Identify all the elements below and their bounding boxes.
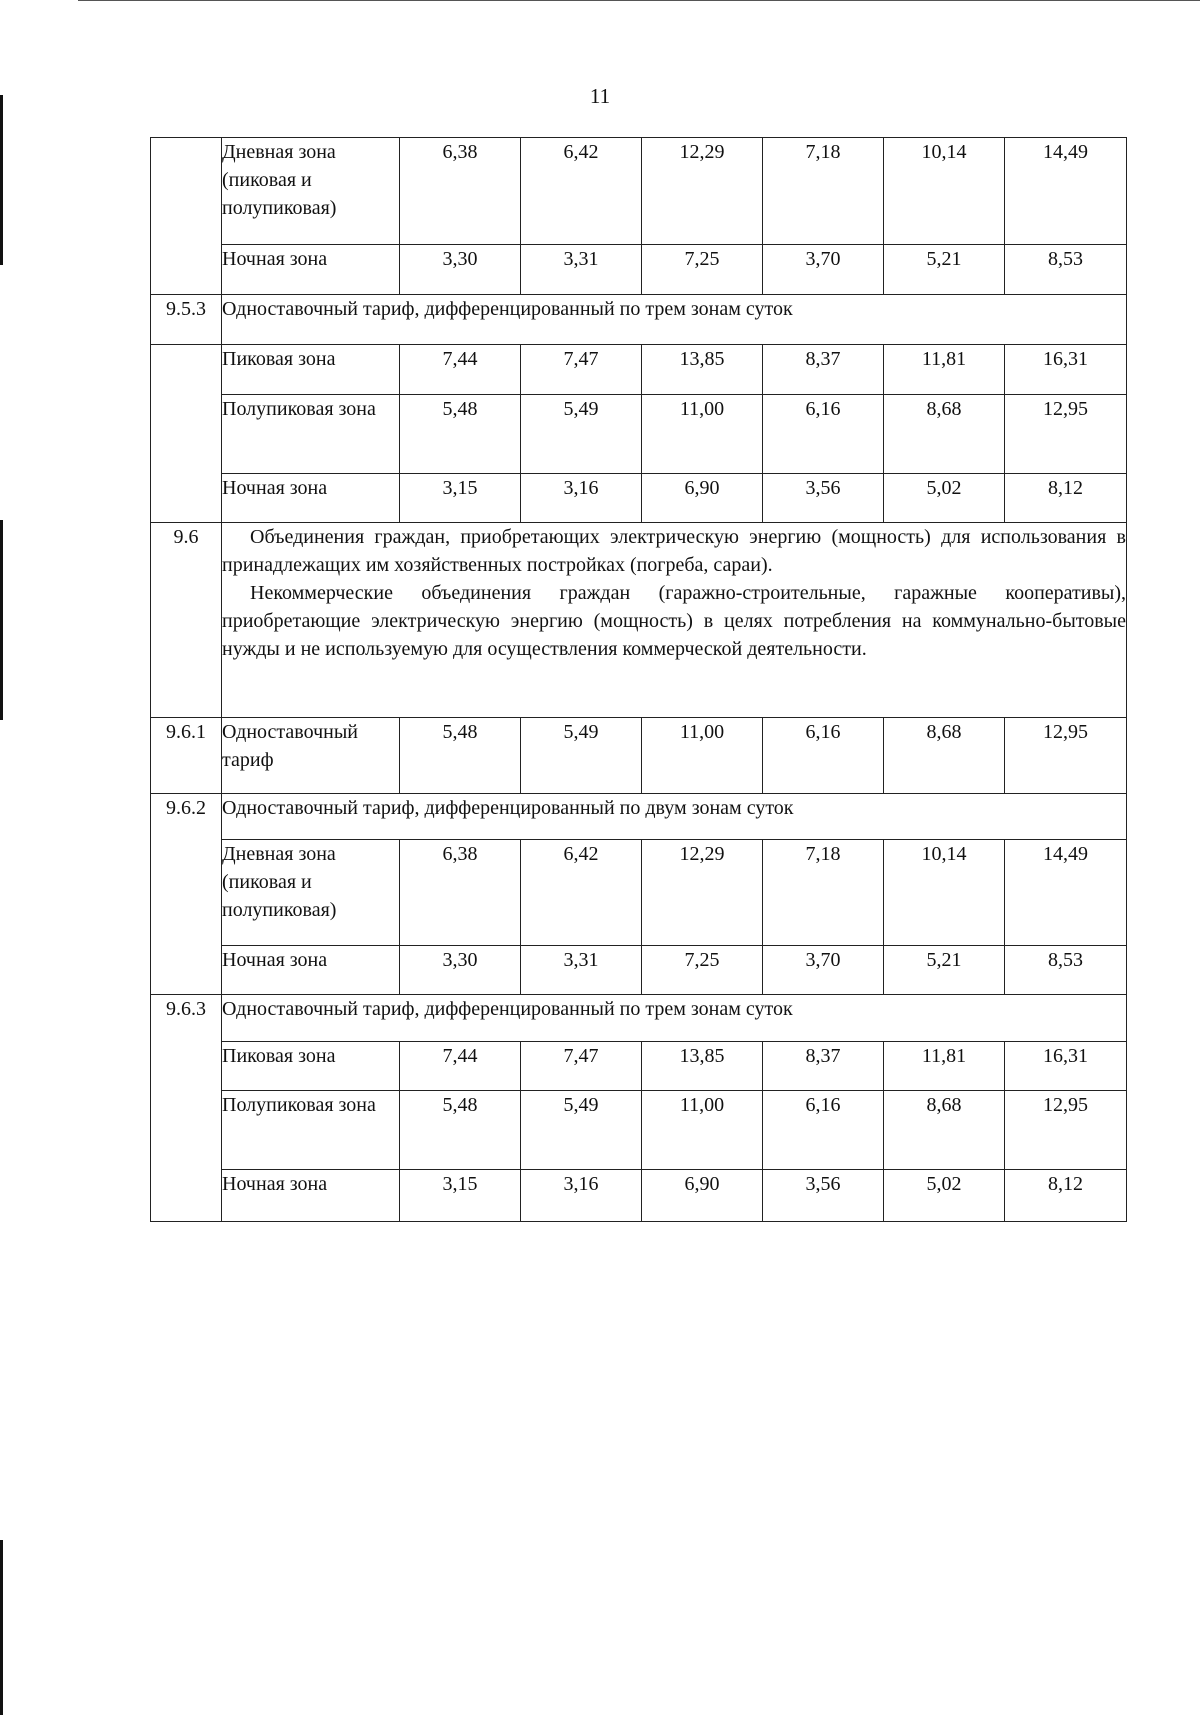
table-row [151, 295, 1127, 345]
tariff-value: 14,49 [1005, 840, 1127, 946]
tariff-value: 16,31 [1005, 1042, 1127, 1091]
tariff-value: 7,47 [521, 345, 642, 395]
tariff-value: 6,42 [521, 840, 642, 946]
table-row [151, 1170, 1127, 1222]
tariff-value: 8,68 [884, 718, 1005, 794]
tariff-value: 7,18 [763, 138, 884, 245]
row-number-cell [151, 138, 222, 295]
tariff-value: 6,16 [763, 1091, 884, 1170]
table-row [151, 995, 1127, 1042]
row-number: 9.6 [151, 523, 222, 718]
zone-label: Пиковая зона [222, 1042, 400, 1091]
tariff-value: 12,95 [1005, 1091, 1127, 1170]
tariff-value: 3,70 [763, 245, 884, 295]
tariff-value: 3,56 [763, 1170, 884, 1222]
table-row [151, 718, 1127, 794]
tariff-value: 3,16 [521, 1170, 642, 1222]
tariff-value: 8,37 [763, 345, 884, 395]
tariff-value: 8,53 [1005, 245, 1127, 295]
table-row [151, 395, 1127, 474]
table-row [151, 523, 1127, 718]
tariff-value: 7,44 [400, 1042, 521, 1091]
table-row [151, 840, 1127, 946]
tariff-value: 11,81 [884, 1042, 1005, 1091]
tariff-value: 13,85 [642, 1042, 763, 1091]
tariff-value: 12,29 [642, 138, 763, 245]
row-number: 9.5.3 [151, 295, 222, 345]
tariff-value: 11,00 [642, 395, 763, 474]
row-number: 9.6.3 [151, 995, 222, 1222]
tariff-value: 8,37 [763, 1042, 884, 1091]
zone-label: Ночная зона [222, 474, 400, 523]
tariff-value: 7,25 [642, 245, 763, 295]
tariff-value: 5,48 [400, 1091, 521, 1170]
tariff-value: 8,12 [1005, 474, 1127, 523]
tariff-value: 3,31 [521, 946, 642, 995]
tariff-value: 14,49 [1005, 138, 1127, 245]
tariff-value: 11,00 [642, 718, 763, 794]
tariff-heading: Одноставочный тариф, дифференцированный по трем зонам суток [222, 995, 1127, 1042]
tariff-value: 12,95 [1005, 395, 1127, 474]
zone-label: Пиковая зона [222, 345, 400, 395]
scan-edge-mark [0, 520, 3, 720]
zone-label: Полупиковая зона [222, 395, 400, 474]
tariff-value: 16,31 [1005, 345, 1127, 395]
tariff-value: 10,14 [884, 138, 1005, 245]
row-number: 9.6.1 [151, 718, 222, 794]
table-row [151, 245, 1127, 295]
tariff-value: 8,68 [884, 1091, 1005, 1170]
zone-label: Ночная зона [222, 946, 400, 995]
scan-edge-mark [0, 1540, 3, 1715]
description-paragraph: Объединения граждан, приобретающих электрическую энергию (мощность) для использования в принадлежащих им хозяйственных постройках (погреба, сараи). [222, 526, 1126, 576]
consumer-category-description [222, 523, 1127, 718]
tariff-value: 3,15 [400, 474, 521, 523]
tariff-value: 6,90 [642, 1170, 763, 1222]
tariff-value: 5,48 [400, 718, 521, 794]
tariff-value: 7,18 [763, 840, 884, 946]
table-row [151, 946, 1127, 995]
tariff-value: 7,25 [642, 946, 763, 995]
tariff-value: 3,31 [521, 245, 642, 295]
tariff-value: 12,29 [642, 840, 763, 946]
tariff-value: 5,49 [521, 718, 642, 794]
tariff-value: 7,44 [400, 345, 521, 395]
page-number: 11 [589, 84, 611, 108]
tariff-value: 8,12 [1005, 1170, 1127, 1222]
table-row [151, 1091, 1127, 1170]
tariff-value: 5,02 [884, 1170, 1005, 1222]
tariff-value: 8,53 [1005, 946, 1127, 995]
row-number: 9.6.2 [151, 794, 222, 995]
tariff-table [150, 137, 1127, 1222]
zone-label: Ночная зона [222, 245, 400, 295]
tariff-value: 5,48 [400, 395, 521, 474]
tariff-value: 13,85 [642, 345, 763, 395]
tariff-value: 12,95 [1005, 718, 1127, 794]
tariff-value: 3,16 [521, 474, 642, 523]
tariff-value: 6,16 [763, 718, 884, 794]
zone-label: Дневная зона (пиковая и полупиковая) [222, 840, 400, 946]
tariff-value: 5,21 [884, 245, 1005, 295]
tariff-value: 5,21 [884, 946, 1005, 995]
tariff-value: 6,38 [400, 138, 521, 245]
description-paragraph: Некоммерческие объединения граждан (гаражно-строительные, гаражные кооперативы), приобретающие электрическую энергию (мощность) в целях потребления на коммунально-бытовые нужды и не используемую для осуществления коммерческой деятельности. [222, 582, 1126, 660]
tariff-value: 7,47 [521, 1042, 642, 1091]
zone-label: Одноставочный тариф [222, 718, 400, 794]
tariff-value: 6,16 [763, 395, 884, 474]
tariff-value: 3,30 [400, 946, 521, 995]
tariff-value: 3,70 [763, 946, 884, 995]
tariff-value: 6,38 [400, 840, 521, 946]
table-row [151, 1042, 1127, 1091]
tariff-value: 5,49 [521, 1091, 642, 1170]
tariff-heading: Одноставочный тариф, дифференцированный по трем зонам суток [222, 295, 1127, 345]
table-row [151, 345, 1127, 395]
tariff-heading: Одноставочный тариф, дифференцированный по двум зонам суток [222, 794, 1127, 840]
tariff-value: 3,15 [400, 1170, 521, 1222]
tariff-value: 10,14 [884, 840, 1005, 946]
table-row [151, 794, 1127, 840]
scan-edge-mark [0, 95, 3, 265]
table-row [151, 138, 1127, 245]
zone-label: Полупиковая зона [222, 1091, 400, 1170]
row-number-cell [151, 345, 222, 523]
tariff-value: 3,56 [763, 474, 884, 523]
tariff-value: 11,00 [642, 1091, 763, 1170]
scan-top-rule [78, 0, 1200, 1]
table-row [151, 474, 1127, 523]
tariff-value: 6,42 [521, 138, 642, 245]
tariff-value: 8,68 [884, 395, 1005, 474]
zone-label: Дневная зона (пиковая и полупиковая) [222, 138, 400, 245]
tariff-value: 5,02 [884, 474, 1005, 523]
zone-label: Ночная зона [222, 1170, 400, 1222]
tariff-value: 5,49 [521, 395, 642, 474]
tariff-value: 3,30 [400, 245, 521, 295]
tariff-value: 11,81 [884, 345, 1005, 395]
tariff-value: 6,90 [642, 474, 763, 523]
